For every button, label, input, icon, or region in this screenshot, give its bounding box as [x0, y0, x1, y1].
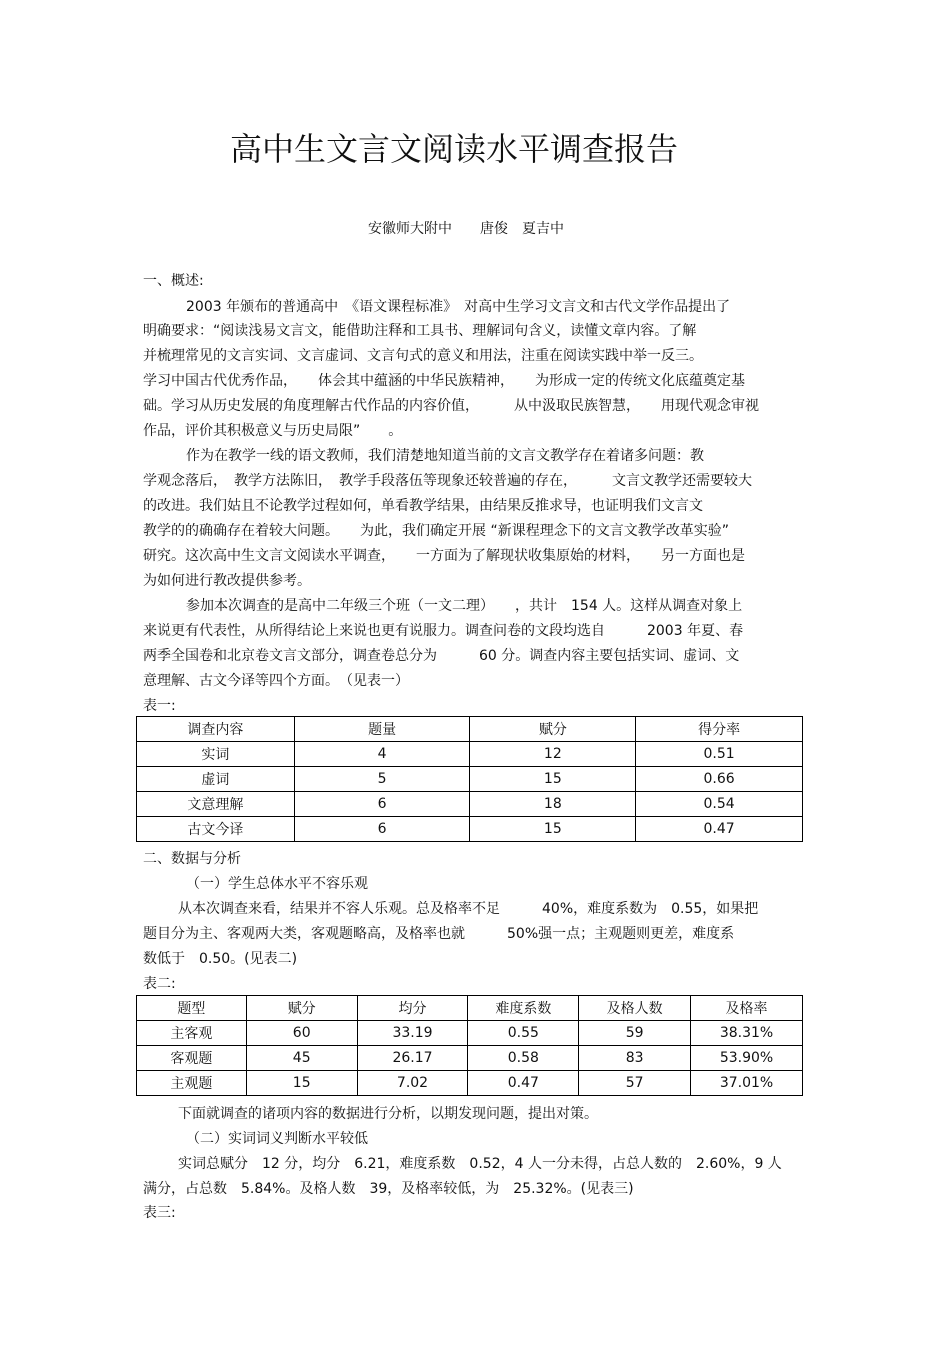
paragraph-line: 来说更有代表性，从所得结论上来说也更有说服力。调查问卷的文段均选自 2003 年夏、春	[143, 623, 744, 639]
table-cell: 60	[246, 1021, 357, 1046]
table-header-cell: 题量	[294, 717, 470, 742]
paragraph-line: 从本次调查来看，结果并不容人乐观。总及格率不足 40%，难度系数为 0.55，如果把	[178, 901, 759, 917]
table-header-row	[137, 996, 803, 1021]
paragraph-line: 作品，评价其积极意义与历史局限” 。	[143, 423, 403, 439]
table-header-cell: 及格率	[691, 996, 803, 1021]
paragraph-line: 2003 年颁布的普通高中 《语文课程标准》 对高中生学习文言文和古代文学作品提出了	[186, 299, 731, 315]
subheading: （二）实词词义判断水平较低	[186, 1131, 368, 1147]
table-cell: 0.47	[468, 1071, 579, 1096]
table-row	[137, 792, 803, 817]
table-cell: 15	[470, 767, 636, 792]
paragraph-line: 明确要求：“阅读浅易文言文，能借助注释和工具书、理解词句含义，读懂文章内容。了解	[143, 323, 697, 339]
document-title: 高中生文言文阅读水平调查报告	[230, 130, 679, 168]
table-cell: 33.19	[357, 1021, 468, 1046]
table-cell: 83	[579, 1046, 691, 1071]
table-row	[137, 1021, 803, 1046]
paragraph-line: 为如何进行教改提供参考。	[143, 573, 311, 589]
paragraph-line: 下面就调查的诸项内容的数据进行分析，以期发现问题，提出对策。	[178, 1106, 598, 1122]
paragraph-line: 参加本次调查的是高中二年级三个班（一文二理） ，共计 154 人。这样从调查对象上	[186, 598, 743, 614]
table2-label: 表二:	[143, 976, 176, 992]
table-row	[137, 767, 803, 792]
table-cell: 0.51	[636, 742, 803, 767]
table1-label: 表一:	[143, 698, 176, 714]
table-cell: 37.01%	[691, 1071, 803, 1096]
table-cell: 0.54	[636, 792, 803, 817]
table-cell: 6	[294, 792, 470, 817]
table-cell: 18	[470, 792, 636, 817]
table-cell: 文意理解	[137, 792, 295, 817]
table-cell: 7.02	[357, 1071, 468, 1096]
table-cell: 59	[579, 1021, 691, 1046]
table-cell: 12	[470, 742, 636, 767]
paragraph-line: 学习中国古代优秀作品， 体会其中蕴涵的中华民族精神， 为形成一定的传统文化底蕴奠定基	[143, 373, 745, 389]
table-cell: 主客观	[137, 1021, 247, 1046]
table-cell: 5	[294, 767, 470, 792]
paragraph-line: 满分，占总数 5.84%。及格人数 39，及格率较低，为 25.32%。(见表三)	[143, 1181, 634, 1197]
table-cell: 6	[294, 817, 470, 842]
table-header-cell: 难度系数	[468, 996, 579, 1021]
paragraph-line: 的改进。我们姑且不论教学过程如何，单看教学结果，由结果反推求导，也证明我们文言文	[143, 498, 703, 514]
table-question-types	[136, 995, 803, 1096]
section-heading-overview: 一、概述:	[143, 273, 204, 289]
paragraph-line: 并梳理常见的文言实词、文言虚词、文言句式的意义和用法，注重在阅读实践中举一反三。	[143, 348, 703, 364]
paragraph-line: 题目分为主、客观两大类，客观题略高，及格率也就 50%强一点；主观题则更差，难度系	[143, 926, 735, 942]
table-cell: 主观题	[137, 1071, 247, 1096]
table-header-cell: 得分率	[636, 717, 803, 742]
table-row	[137, 817, 803, 842]
table-header-cell: 赋分	[246, 996, 357, 1021]
paragraph-line: 础。学习从历史发展的角度理解古代作品的内容价值， 从中汲取民族智慧， 用现代观念审视	[143, 398, 759, 414]
subheading: （一）学生总体水平不容乐观	[186, 876, 368, 892]
table-cell: 45	[246, 1046, 357, 1071]
table-header-cell: 题型	[137, 996, 247, 1021]
table-header-cell: 赋分	[470, 717, 636, 742]
paragraph-line: 意理解、古文今译等四个方面。 （见表一）	[143, 673, 409, 689]
table-header-cell: 调查内容	[137, 717, 295, 742]
paragraph-line: 数低于 0.50。(见表二)	[143, 951, 298, 967]
table-cell: 0.55	[468, 1021, 579, 1046]
paragraph-line: 实词总赋分 12 分，均分 6.21，难度系数 0.52，4 人一分未得，占总人数的 2.60%，9 人	[178, 1156, 782, 1172]
table-cell: 15	[470, 817, 636, 842]
section-heading-analysis: 二、数据与分析	[143, 851, 241, 867]
table-cell: 0.66	[636, 767, 803, 792]
table3-label: 表三:	[143, 1205, 176, 1221]
paragraph-line: 两季全国卷和北京卷文言文部分，调查卷总分为 60 分。调查内容主要包括实词、虚词、文	[143, 648, 740, 664]
table-row	[137, 1046, 803, 1071]
table-survey-content	[136, 716, 803, 842]
table-row	[137, 742, 803, 767]
author-line: 安徽师大附中 唐俊 夏吉中	[368, 221, 564, 237]
table-header-cell: 及格人数	[579, 996, 691, 1021]
paragraph-line: 作为在教学一线的语文教师，我们清楚地知道当前的文言文教学存在着诸多问题：教	[186, 448, 704, 464]
table-cell: 38.31%	[691, 1021, 803, 1046]
paragraph-line: 研究。这次高中生文言文阅读水平调查， 一方面为了解现状收集原始的材料， 另一方面也是	[143, 548, 745, 564]
table-header-cell: 均分	[357, 996, 468, 1021]
table-cell: 古文今译	[137, 817, 295, 842]
table-cell: 0.47	[636, 817, 803, 842]
table-cell: 虚词	[137, 767, 295, 792]
table-cell: 26.17	[357, 1046, 468, 1071]
table-cell: 实词	[137, 742, 295, 767]
table-cell: 57	[579, 1071, 691, 1096]
table-row	[137, 1071, 803, 1096]
table-cell: 4	[294, 742, 470, 767]
table-cell: 15	[246, 1071, 357, 1096]
paragraph-line: 学观念落后， 教学方法陈旧， 教学手段落伍等现象还较普遍的存在， 文言文教学还需要较大	[143, 473, 752, 489]
table-cell: 0.58	[468, 1046, 579, 1071]
paragraph-line: 教学的的确确存在着较大问题。 为此，我们确定开展 “新课程理念下的文言文教学改革实验”	[143, 523, 729, 539]
table-cell: 53.90%	[691, 1046, 803, 1071]
table-header-row	[137, 717, 803, 742]
table-cell: 客观题	[137, 1046, 247, 1071]
